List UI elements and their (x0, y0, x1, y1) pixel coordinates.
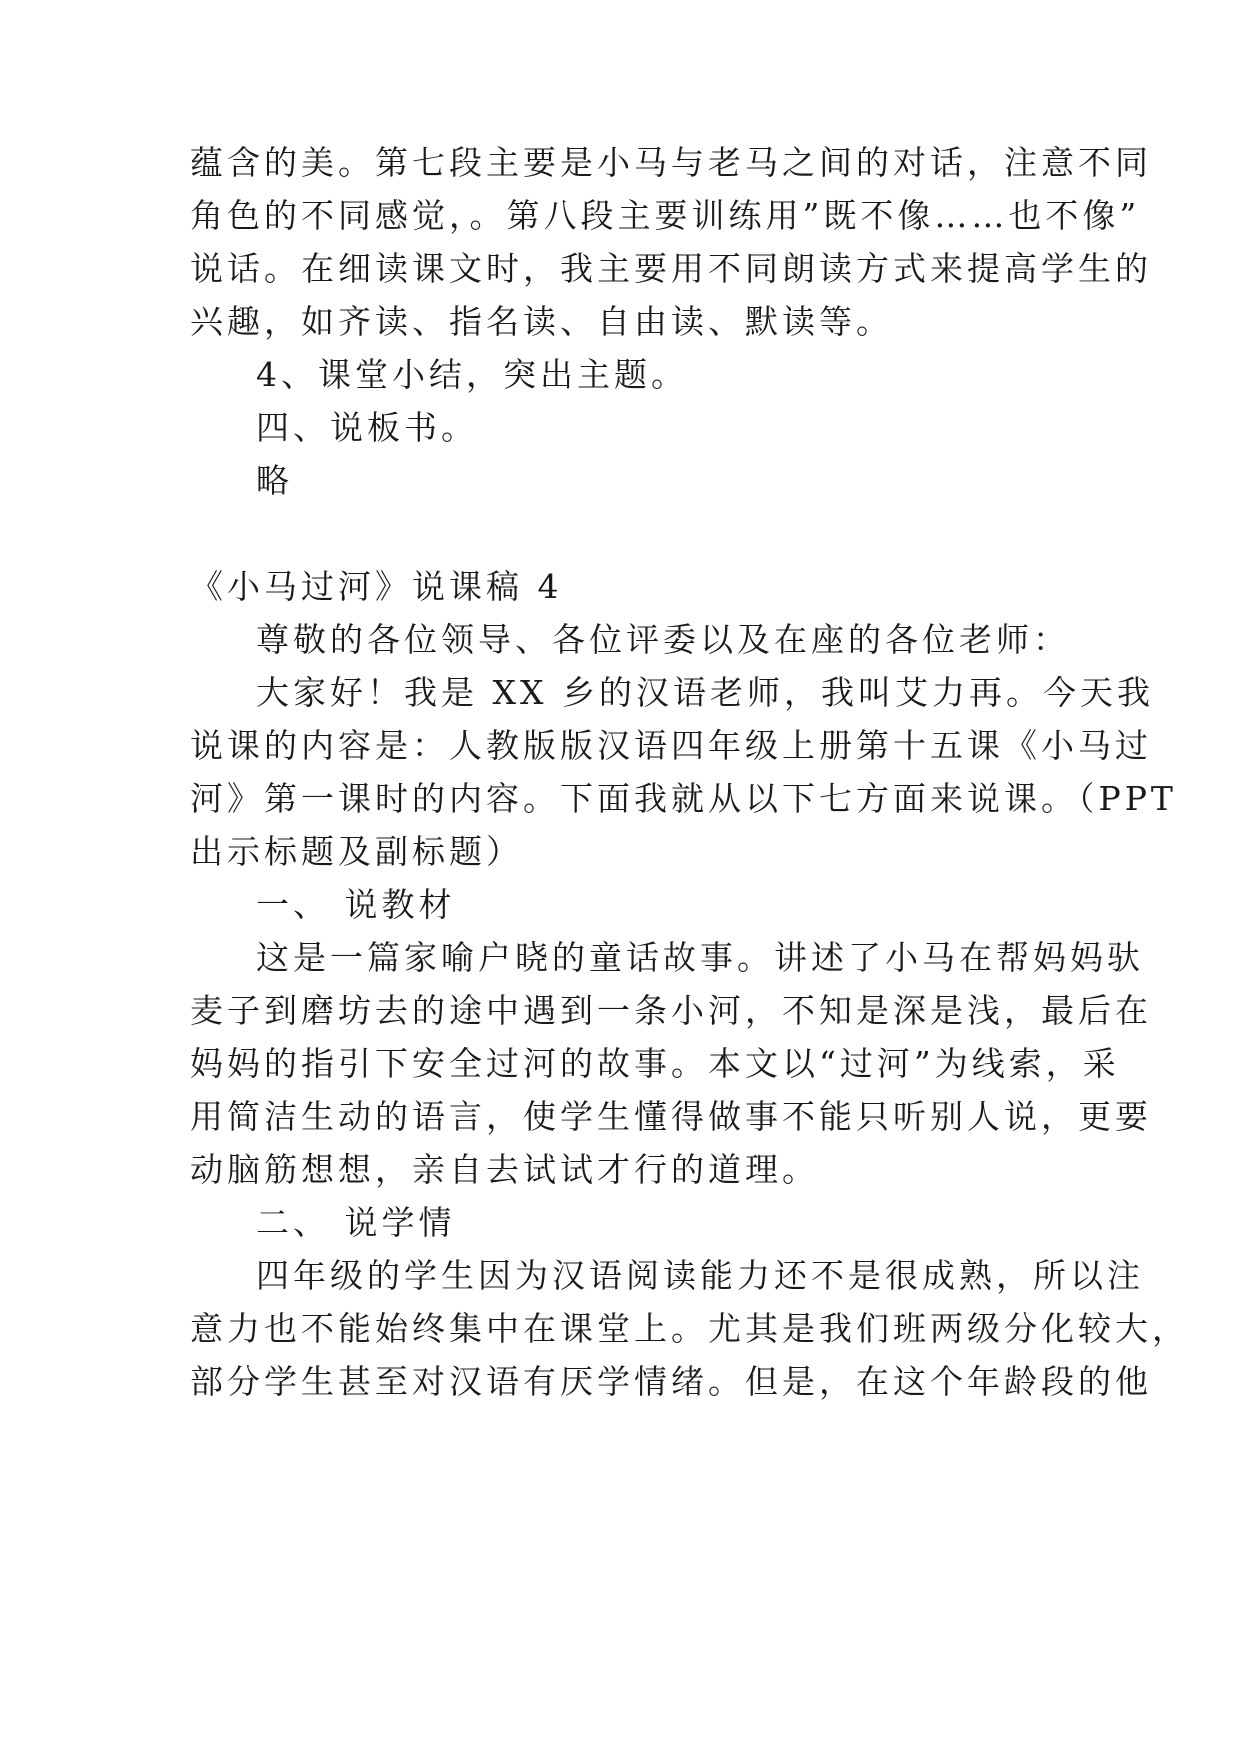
paragraph-line: 四年级的学生因为汉语阅读能力还不是很成熟，所以注 (256, 1256, 1144, 1295)
list-item: 4、课堂小结，突出主题。 (256, 355, 688, 394)
section-heading: 四、说板书。 (256, 408, 478, 447)
paragraph-line: 大家好！我是 XX 乡的汉语老师，我叫艾力再。今天我 (256, 673, 1154, 712)
paragraph-line: 河》第一课时的内容。下面我就从以下七方面来说课。（PPT (190, 779, 1177, 818)
paragraph-line: 这是一篇家喻户晓的童话故事。讲述了小马在帮妈妈驮 (256, 938, 1144, 977)
omitted-note: 略 (256, 461, 293, 500)
document-title: 《小马过河》说课稿 4 (190, 567, 563, 606)
paragraph-line: 出示标题及副标题） (190, 832, 523, 871)
paragraph-line: 蕴含的美。第七段主要是小马与老马之间的对话，注意不同 (190, 143, 1152, 182)
greeting-line: 尊敬的各位领导、各位评委以及在座的各位老师： (256, 620, 1070, 659)
section-heading: 一、 说教材 (256, 885, 456, 924)
paragraph-line: 动脑筋想想，亲自去试试才行的道理。 (190, 1150, 819, 1189)
paragraph-line: 意力也不能始终集中在课堂上。尤其是我们班两级分化较大， (190, 1309, 1189, 1348)
section-heading: 二、 说学情 (256, 1203, 456, 1242)
paragraph-line: 麦子到磨坊去的途中遇到一条小河，不知是深是浅，最后在 (190, 991, 1152, 1030)
paragraph-line: 兴趣，如齐读、指名读、自由读、默读等。 (190, 302, 893, 341)
paragraph-line: 部分学生甚至对汉语有厌学情绪。但是，在这个年龄段的他 (190, 1362, 1152, 1401)
paragraph-line: 说话。在细读课文时，我主要用不同朗读方式来提高学生的 (190, 249, 1152, 288)
paragraph-line: 用简洁生动的语言，使学生懂得做事不能只听别人说，更要 (190, 1097, 1152, 1136)
paragraph-line: 角色的不同感觉，。第八段主要训练用”既不像……也不像” (190, 196, 1141, 235)
paragraph-line: 说课的内容是：人教版版汉语四年级上册第十五课《小马过 (190, 726, 1152, 765)
paragraph-line: 妈妈的指引下安全过河的故事。本文以“过河”为线索，采 (190, 1044, 1120, 1083)
